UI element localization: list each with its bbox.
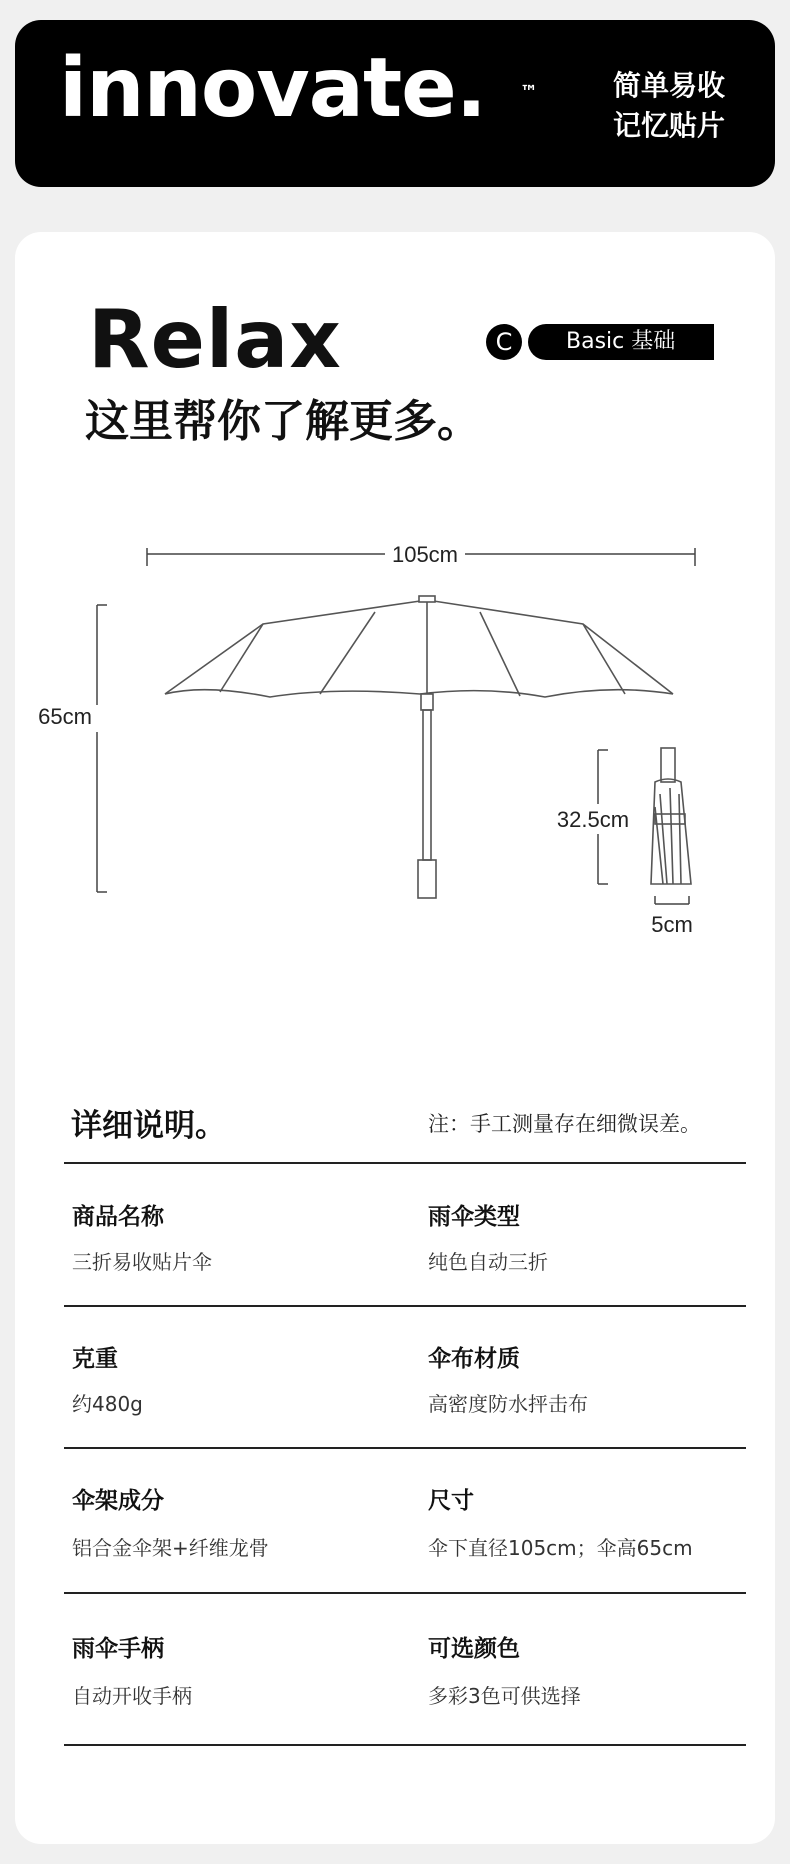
folded-height-label: 32.5cm: [556, 807, 630, 832]
spec-label-type: 雨伞类型: [428, 1204, 520, 1230]
slogan-line-2: 记忆贴片: [613, 109, 726, 142]
open-width-label: 105cm: [391, 542, 459, 567]
divider: [64, 1305, 746, 1307]
open-umbrella-icon: [165, 596, 673, 898]
umbrella-dimension-diagram: [15, 532, 775, 1092]
spec-label-handle: 雨伞手柄: [72, 1636, 164, 1662]
series-badge: Basic 基础: [528, 324, 714, 360]
divider: [64, 1162, 746, 1164]
spec-label-frame: 伞架成分: [72, 1488, 164, 1514]
trademark-symbol: ™: [520, 82, 538, 103]
details-title: 详细说明。: [71, 1108, 226, 1144]
spec-value-handle: 自动开收手柄: [72, 1684, 192, 1708]
slogan-line-1: 简单易收: [613, 69, 726, 102]
spec-value-name: 三折易收贴片伞: [72, 1250, 212, 1274]
spec-label-fabric: 伞布材质: [428, 1346, 520, 1372]
product-card: [15, 232, 775, 1844]
spec-value-type: 纯色自动三折: [428, 1250, 548, 1274]
spec-value-colors: 多彩3色可供选择: [428, 1684, 581, 1708]
divider: [64, 1447, 746, 1449]
open-height-label: 65cm: [38, 704, 92, 729]
brand-banner: [15, 20, 775, 187]
spec-label-name: 商品名称: [72, 1204, 164, 1230]
spec-value-size: 伞下直径105cm；伞高65cm: [428, 1536, 693, 1560]
spec-label-size: 尺寸: [428, 1488, 474, 1514]
brand-logo: innovate.: [59, 41, 486, 136]
slogan: [613, 66, 725, 146]
product-title: Relax: [88, 293, 342, 386]
spec-label-colors: 可选颜色: [428, 1636, 520, 1662]
divider: [64, 1744, 746, 1746]
folded-width-label: 5cm: [651, 912, 693, 937]
series-badge-letter: C: [486, 324, 522, 360]
spec-value-frame: 铝合金伞架+纤维龙骨: [72, 1536, 269, 1560]
spec-label-weight: 克重: [72, 1346, 118, 1372]
spec-value-fabric: 高密度防水抨击布: [428, 1392, 588, 1416]
folded-umbrella-icon: [651, 748, 691, 884]
measurement-note: 注：手工测量存在细微误差。: [428, 1112, 701, 1136]
page-subtitle: 这里帮你了解更多。: [85, 396, 481, 447]
spec-value-weight: 约480g: [72, 1392, 143, 1416]
open-height-dimension: [97, 605, 107, 892]
divider: [64, 1592, 746, 1594]
folded-width-dimension: [655, 896, 689, 904]
